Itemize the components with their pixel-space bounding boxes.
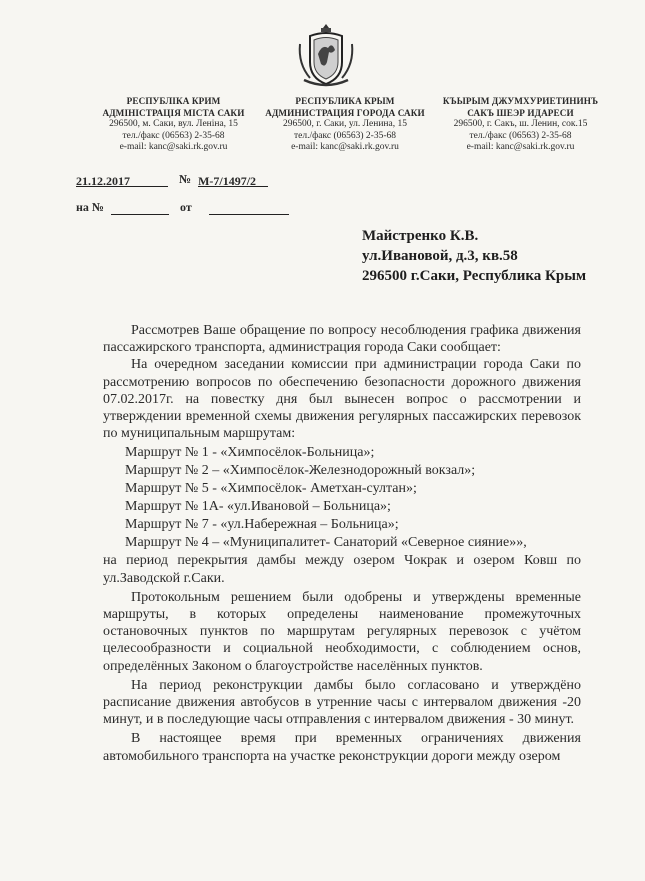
reference-date-label: от [179,200,192,214]
header-administration: АДМИНИСТРАЦИЯ ГОРОДА САКИ [265,107,425,118]
reference-number-blank [111,202,169,215]
addressee-block [362,226,586,286]
header-phone: тел./факс (06563) 2-35-68 [294,130,396,141]
header-phone: тел./факс (06563) 2-35-68 [469,130,572,141]
header-address: 296500, г. Сакъ, ш. Ленин, сок.15 [453,119,588,129]
route-item: Маршрут № 2 – «Химпосёлок-Железнодорожный вокзал»; [125,463,476,479]
route-item: Маршрут № 1А- «ул.Ивановой – Больница»; [125,499,391,515]
paragraph-period: на период перекрытия дамбы между озером Чокрак и озером Ковш по ул.Заводской г.Саки. [103,553,581,586]
addressee-city: 296500 г.Саки, Республика Крым [362,268,587,284]
letter-body [103,322,581,765]
route-item: Маршрут № 4 – «Муниципалитет- Санаторий «Северное сияние»», [125,535,527,551]
paragraph-schedule: На период реконструкции дамбы было согласовано и утверждёно расписание движения автобусов в утренние часы с интервалом движения -20 минут, и в последующие часы отправления с интервалом движения - 30 минут. [103,677,581,728]
header-email: e-mail: kanc@saki.rk.gov.ru [466,142,575,152]
crimea-coat-of-arms-icon [296,22,356,90]
paragraph-protocol: Протокольным решением были одобрены и утверждены временные маршруты, в которых определены наименование промежуточных остановочных пунктов по маршрутам регулярных перевозок с учётом целесообразности и социальной необходимости, с соблюдением основ, определённых Законом о благоустройстве населённых пунктов. [103,589,581,674]
route-item: Маршрут № 5 - «Химпосёлок- Аметхан-султан»; [125,481,417,497]
number-label: № [179,172,192,186]
paragraph-commission: На очередном заседании комиссии при администрации города Саки по рассмотрению вопросов по обеспечению безопасности дорожного движения 07.02.2017г. на повестку дня был вынесен вопрос о рассмотрении и утверждении временной схемы движения регулярных пассажирских перевозок по муниципальным маршрутам: [103,357,581,442]
header-republic: РЕСПУБЛІКА КРИМ [126,96,221,106]
addressee-street: ул.Ивановой, д.3, кв.58 [362,248,518,264]
header-republic: РЕСПУБЛИКА КРЫМ [295,96,395,106]
header-crimean-tatar-block [433,96,608,154]
outgoing-date: 21.12.2017 [76,174,168,187]
header-republic: КЪЫРЫМ ДЖУМХУРИЕТИНИНЪ [442,96,599,106]
header-administration: АДМІНІСТРАЦІЯ МІСТА САКИ [102,107,245,118]
header-russian-block [255,96,435,154]
header-administration: САКЪ ШЕЭР ИДАРЕСИ [467,107,574,118]
route-item: Маршрут № 1 - «Химпосёлок-Больница»; [125,445,375,461]
header-address: 296500, м. Саки, вул. Леніна, 15 [109,119,238,129]
reference-line [76,200,289,215]
outgoing-number: М-7/1497/2 [198,174,268,187]
reference-date-blank [209,202,289,215]
paragraph-current: В настоящее время при временных ограничениях движения автомобильного транспорта на участке реконструкции дороги между озером [103,731,581,764]
addressee-name: Майстренко К.В. [362,228,479,244]
header-phone: тел./факс (06563) 2-35-68 [122,130,225,141]
registration-line [76,172,268,187]
header-email: e-mail: kanc@saki.rk.gov.ru [119,142,228,152]
paragraph-intro: Рассмотрев Ваше обращение по вопросу несоблюдения графика движения пассажирского транспорта, администрация города Саки сообщает: [103,323,581,356]
reference-number-label: на № [76,200,104,214]
header-ukrainian-block [86,96,261,154]
route-item: Маршрут № 7 - «ул.Набережная – Больница»; [125,517,399,533]
header-address: 296500, г. Саки, ул. Ленина, 15 [283,119,407,129]
header-email: e-mail: kanc@saki.rk.gov.ru [291,142,399,152]
